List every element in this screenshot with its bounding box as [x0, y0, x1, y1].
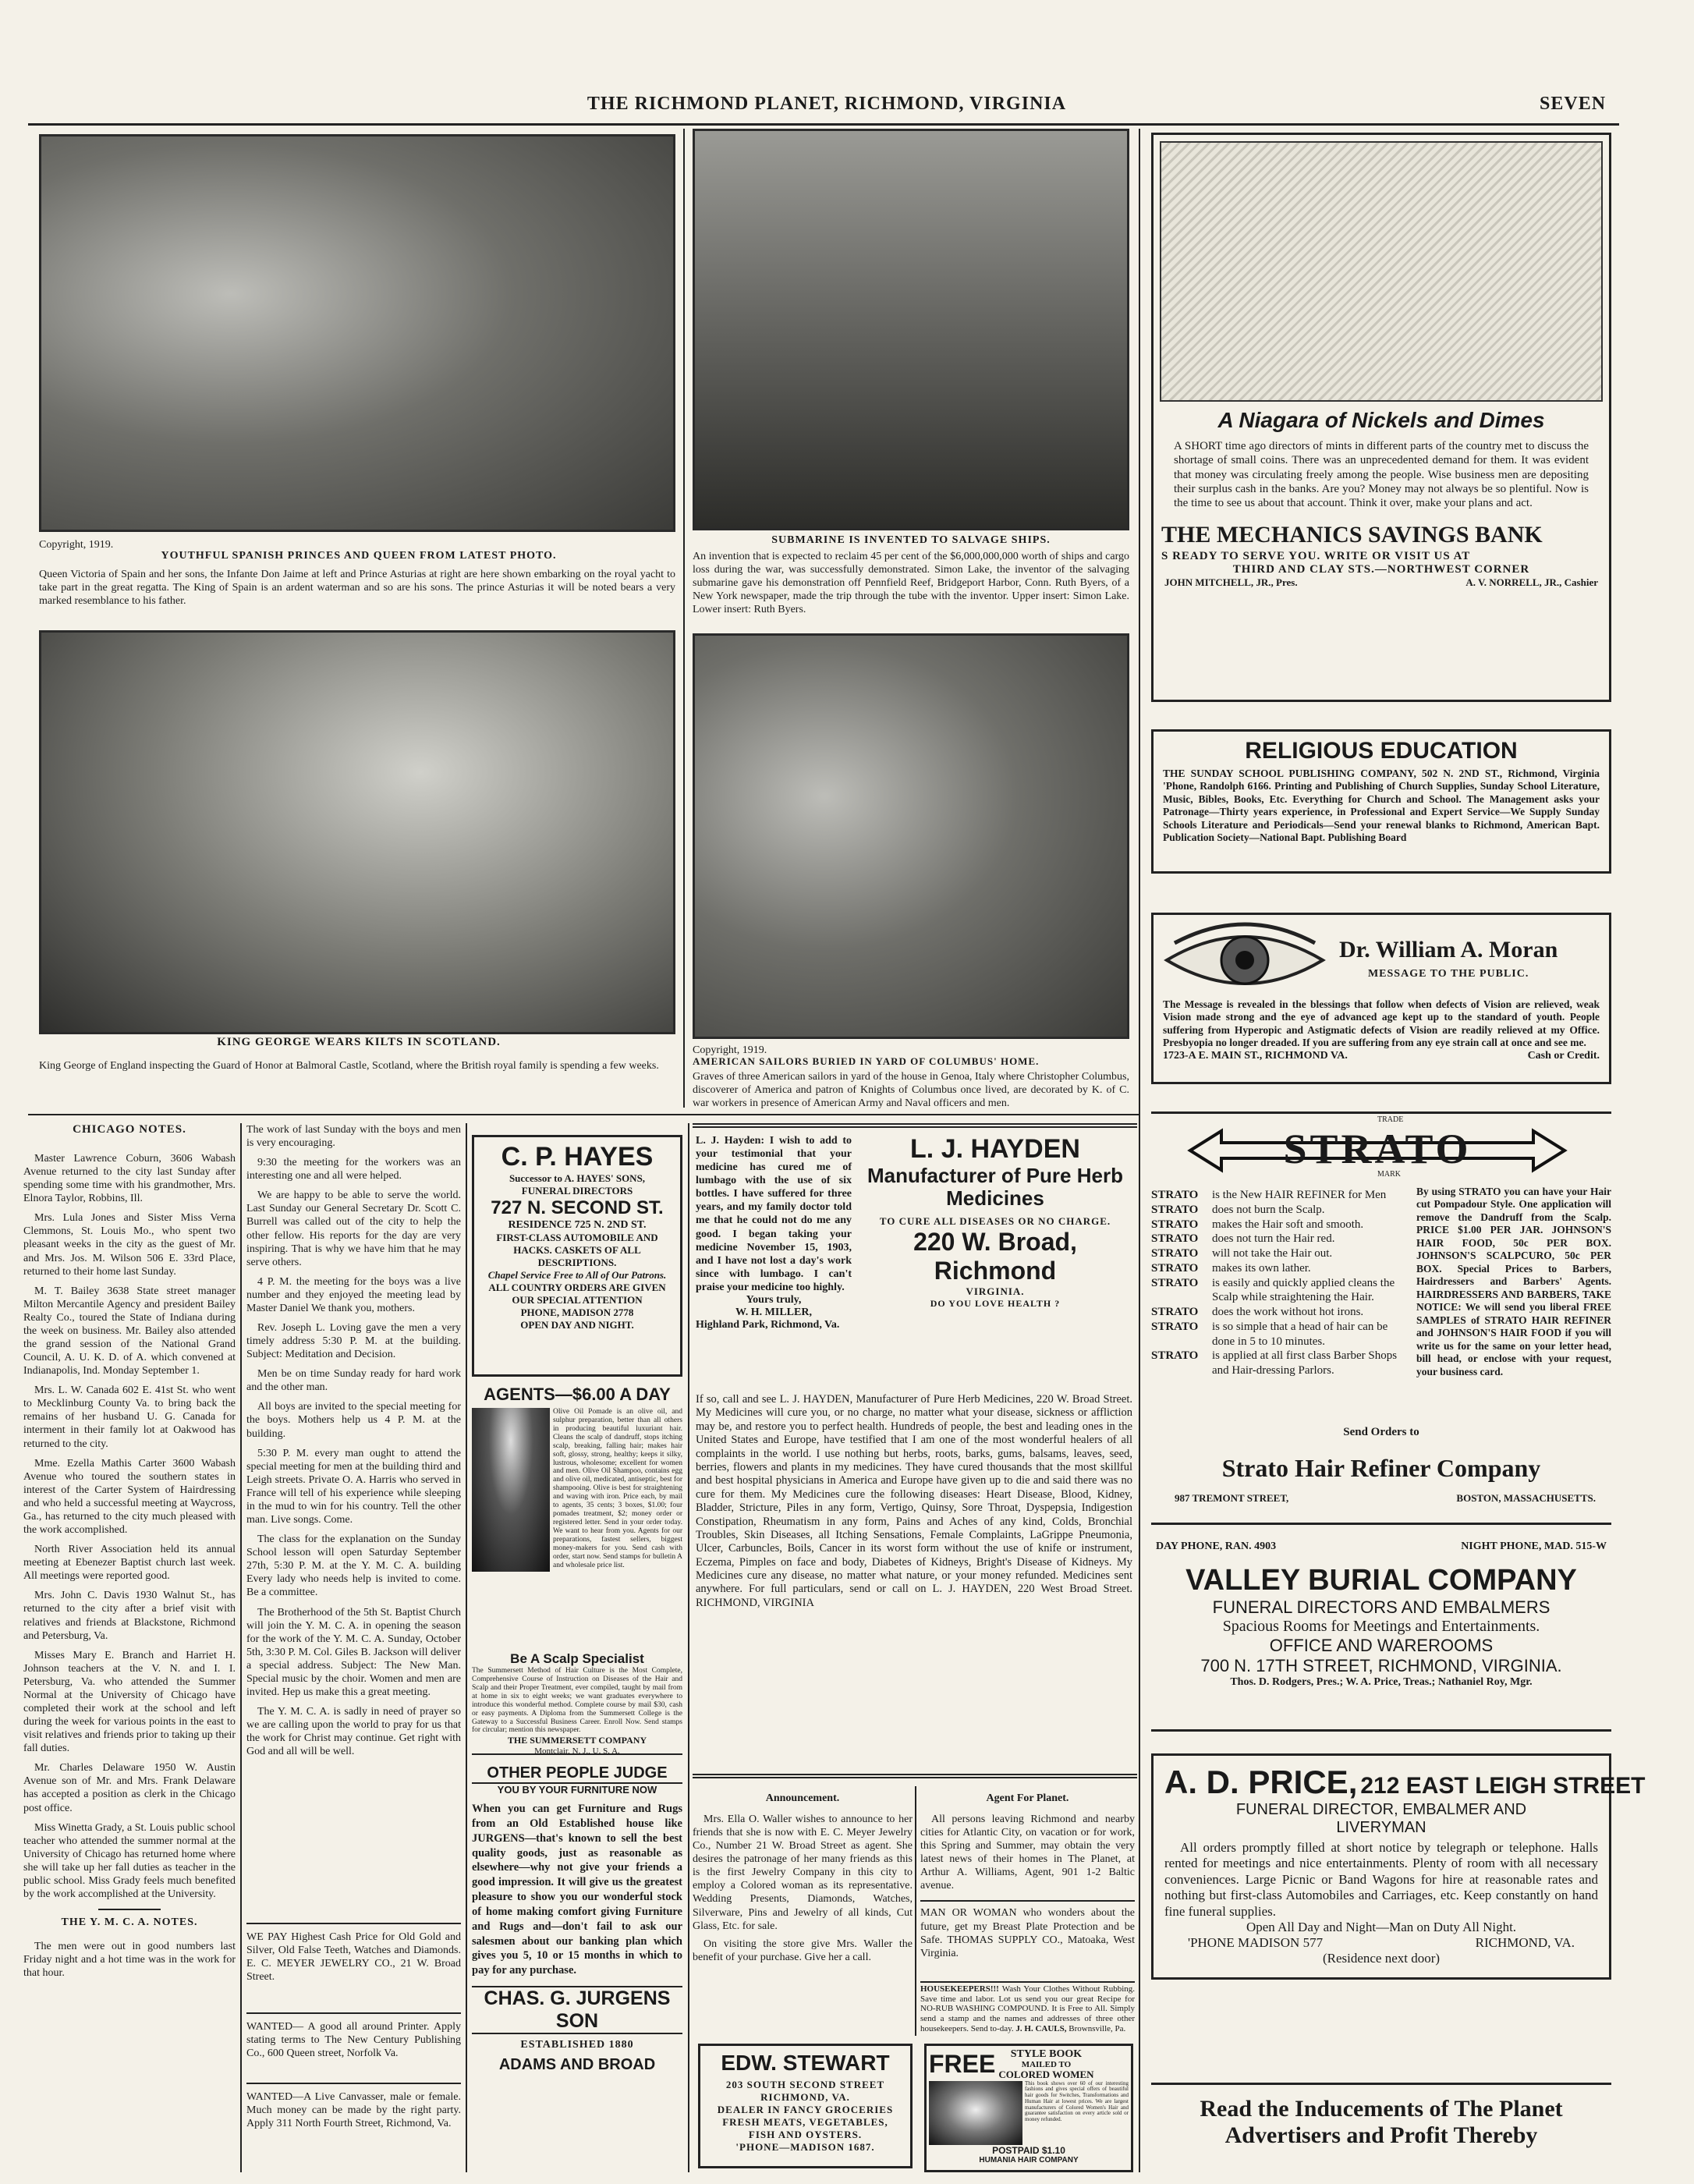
stewart-phone: 'PHONE—MADISON 1687.	[735, 2141, 875, 2153]
jurgens-est: ESTABLISHED 1880	[520, 2039, 634, 2051]
footer-line: Advertisers and Profit Thereby	[1224, 2122, 1538, 2148]
moran-sub: MESSAGE TO THE PUBLIC.	[1367, 967, 1529, 980]
news-item: All boys are invited to the special meeting for the boys. Mothers help us 4 P. M. at the building.	[246, 1401, 461, 1440]
valley-night-phone: NIGHT PHONE, MAD. 515-W	[1461, 1540, 1607, 1552]
waller-announcement	[693, 1786, 913, 2036]
photo-headline: YOUTHFUL SPANISH PRINCES AND QUEEN FROM LATEST PHOTO.	[161, 550, 557, 562]
stylebook-side: This book shows over 60 of our interesting fashions and gives special offers of beautiful hair goods for Switches, Transformations and Human Hair at lowest prices. We are largest manufacturers of Colored Women's Hair and guarantee satisfaction on every article sold or money refunded.	[1025, 2079, 1129, 2122]
strato-word: STRATO	[1151, 1203, 1199, 1216]
hayes-line: FUNERAL DIRECTORS	[521, 1185, 633, 1197]
column-rule	[915, 1786, 916, 2036]
valley-sub: FUNERAL DIRECTORS AND EMBALMERS	[1212, 1597, 1550, 1617]
footer-slogan	[1151, 2083, 1611, 2168]
masthead-title: THE RICHMOND PLANET, RICHMOND, VIRGINIA	[587, 94, 1067, 114]
stewart-line: DEALER IN FANCY GROCERIES	[717, 2104, 894, 2115]
strato-feature: is applied at all first class Barber Shops and Hair-dressing Parlors.	[1212, 1349, 1398, 1377]
hairstyle-portrait	[929, 2081, 1022, 2145]
jurgens-head2: YOU BY YOUR FURNITURE NOW	[497, 1784, 657, 1796]
news-item: North River Association held its annual meeting at Ebenezer Baptist church last week. All meetings were reported good.	[23, 1544, 236, 1583]
waller-body: Mrs. Ella O. Waller wishes to announce to her friends that she is now with E. C. Meyer Jewelry Co., Number 21 W. Broad Street as agent. She desires the patronage of her many friends as this is the first Jewelry Company in this city to employ a Colored woman as its representative. Wedding Presents, Diamonds, Watches, Silverware, Pins and Jewelry of all kinds, Cut Glass, Etc. for sale.	[693, 1814, 913, 1932]
strato-feature: does not burn the Scalp.	[1212, 1203, 1325, 1216]
valley-office: OFFICE AND WAREROOMS	[1269, 1636, 1494, 1655]
bank-cashier: A. V. NORRELL, JR., Cashier	[1465, 576, 1598, 588]
news-item: 5:30 P. M. every man ought to attend the special meeting for men at the building third and Leigh streets. Private O. A. Harris who served in France will tell of his experience while sleeping in the mud to win for his country. Tell the other man. Live songs. Come.	[246, 1447, 461, 1526]
agents-head: AGENTS—$6.00 A DAY	[484, 1384, 671, 1404]
scalp-body: The Summersett Method of Hair Culture is the Most Complete, Comprehensive Course of Instruction on Diseases of the Hair and Scalp and their Proper Treatment, ever compiled, taught by mail from at home in six to eight weeks; we want graduates everywhere to introduce this wonderful method. Complete course by mail $30, cash or easy payments. A Diploma from the Summersett College is the Gateway to a Successful Business Career. Enroll Now. Send stamps for circular; mention this newspaper.	[472, 1667, 682, 1735]
photo-caption: An invention that is expected to reclaim 45 per cent of the $6,000,000,000 worth of ships and cargo loss during the war, was successfully demonstrated. Simon Lake, the inventor of the salvaging submarine gave his demonstration off Pennfield Reef, Bridgeport Harbor, Conn. Ruth Byers, of a New York newspaper, made the trip through the tube with the inventor. Upper insert: Simon Lake. Lower insert: Ruth Byers.	[693, 551, 1129, 616]
bank-address: THIRD AND CLAY STS.—NORTHWEST CORNER	[1232, 562, 1530, 576]
strato-company: Strato Hair Refiner Company	[1221, 1454, 1541, 1482]
news-item: Men be on time Sunday ready for hard work and the other man.	[246, 1368, 461, 1394]
spanish-royals-photo	[39, 134, 675, 532]
news-item: Rev. Joseph L. Loving gave the men a very timely address 5:30 P. M. at the building. Subject: Meditation and Decision.	[246, 1322, 461, 1361]
strato-word: STRATO	[1151, 1218, 1199, 1231]
news-item: M. T. Bailey 3638 State street manager Milton Mercantile Agency and president Bailey Realty Co., toured the State of Indiana during the week on business. Mr. Bailey also attended the grand session of the National Grand Council, A. U. K. D. of A. which convened at Indianapolis, Ind. Monday September 1.	[23, 1285, 236, 1377]
printer-wanted-ad: WANTED— A good all around Printer. Apply stating terms to The New Century Publishing Co., 600 Queen street, Norfolk Va.	[246, 2012, 461, 2075]
price-funeral-ad	[1151, 1753, 1646, 1980]
hayes-line: ALL COUNTRY ORDERS ARE GIVEN OUR SPECIAL ATTENTION	[488, 1282, 666, 1306]
moran-name: Dr. William A. Moran	[1339, 936, 1558, 963]
hayden-question: DO YOU LOVE HEALTH ?	[930, 1298, 1061, 1310]
hayden-place: Highland Park, Richmond, Va.	[696, 1318, 840, 1331]
page-number: SEVEN	[1540, 94, 1607, 114]
stewart-grocery-ad	[698, 2044, 913, 2168]
gold-ad: WE PAY Highest Cash Price for Old Gold and Silver, Old False Teeth, Watches and Diamonds. E. C. MEYER JEWELRY CO., 21 W. Broad Street.	[246, 1923, 461, 2001]
strato-mark: MARK	[1377, 1170, 1402, 1179]
hayden-name: L. J. HAYDEN	[910, 1134, 1080, 1164]
hayes-line: RESIDENCE 725 N. 2ND ST.	[508, 1219, 647, 1231]
stewart-line: FRESH MEATS, VEGETABLES,	[722, 2116, 888, 2128]
section-heading: THE Y. M. C. A. NOTES.	[61, 1916, 198, 1929]
strato-ad	[1151, 1112, 1611, 1525]
strato-word: STRATO	[1151, 1320, 1199, 1333]
stewart-line: FISH AND OYSTERS.	[748, 2129, 863, 2140]
hayden-state: VIRGINIA.	[966, 1285, 1025, 1298]
price-address: 212 EAST LEIGH STREET	[1360, 1773, 1646, 1799]
hayes-line: FIRST-CLASS AUTOMOBILE AND HACKS. CASKETS OF ALL DESCRIPTIONS.	[496, 1232, 658, 1268]
strato-word: STRATO	[1151, 1261, 1199, 1275]
hayden-yours: Yours truly,	[746, 1293, 802, 1306]
hayden-ad	[693, 1123, 1137, 1778]
photo-caption: King George of England inspecting the Guard of Honor at Balmoral Castle, Scotland, where the British royal family is spending a few weeks.	[39, 1060, 659, 1072]
strato-send: Send Orders to	[1343, 1426, 1419, 1438]
canvasser-wanted-ad: WANTED—A Live Canvasser, male or female. Much money can be made by the right party. Apply 311 North Fourth Street, Richmond, Va.	[246, 2083, 461, 2168]
price-phone: 'PHONE MADISON 577	[1188, 1934, 1324, 1950]
hayes-line: OPEN DAY AND NIGHT.	[520, 1319, 634, 1331]
chicago-notes	[23, 1123, 236, 2168]
strato-word: STRATO	[1151, 1306, 1199, 1318]
religious-education-ad	[1151, 729, 1611, 874]
news-item: The Brotherhood of the 5th St. Baptist Church will join the Y. M. C. A. in opening the season for the work of the Y. M. C. A. Sunday, October 5th, 3:30 P. M. Col. Giles B. Jackson will deliver a special address. Subject: The New Man. Special music by the choir. Women and men are invited. Hep us make this a great meeting.	[246, 1606, 461, 1698]
news-item: Misses Mary E. Branch and Harriet H. Johnson teachers at the V. N. and I. I. Petersburg, Va. who attended the Summer Normal at the University of Chicago have completed their work at the school and left during the week for various points in the east to visit relatives and friends prior to taking up their fall duties.	[23, 1649, 236, 1755]
stylebook-colored: COLORED WOMEN	[998, 2069, 1094, 2081]
column-rule	[1139, 129, 1140, 2172]
hayden-testimonial: L. J. Hayden: I wish to add to your testimonial that your medicine has cured me of lumbago with the use of six bottles. I have suffered for three years, and my family doctor told me that he could not do me any good. I began taking your medicine November 15, 1903, and I have not lost a day's work since with lumbago. I can't praise your medicine too highly.	[696, 1135, 852, 1293]
news-item: The class for the explanation on the Sunday School lesson will open Saturday September 27th, 5:30 P. M. at the Y. M. C. A. building Every lady who needs help is invited to come. Be a committee.	[246, 1533, 461, 1599]
bank-name: THE MECHANICS SAVINGS BANK	[1161, 521, 1543, 548]
stewart-line: 203 SOUTH SECOND STREET	[725, 2079, 885, 2090]
strato-word: STRATO	[1151, 1349, 1199, 1363]
jurgens-ad	[472, 1764, 682, 2170]
news-item: Mr. Charles Delaware 1950 W. Austin Avenue son of Mr. and Mrs. Frank Delaware has accepted a position as clerk in the Chicago post office.	[23, 1762, 236, 1814]
column-rule	[466, 1123, 467, 2172]
column-rule	[683, 129, 685, 1108]
news-item: Mrs. John C. Davis 1930 Walnut St., has returned to the city after a brief visit with relatives and friends at Blackstone, Richmond and Petersburg, Va.	[23, 1590, 236, 1642]
photo-headline: AMERICAN SAILORS BURIED IN YARD OF COLUMBUS' HOME.	[693, 1055, 1040, 1067]
hayden-address: 220 W. Broad, Richmond	[913, 1228, 1077, 1285]
coins-illustration	[1160, 141, 1603, 402]
strato-feature: makes its own lather.	[1212, 1261, 1311, 1275]
sailors-graves-photo	[693, 633, 1129, 1039]
news-item: Mme. Ezella Mathis Carter 3600 Wabash Avenue who toured the southern states in interest of the Carter System of Hairdressing and who held a successful meeting at Waycross, Ga., has returned to the city much pleased with the work accomplished.	[23, 1457, 236, 1537]
waller-head: Announcement.	[765, 1792, 840, 1804]
agent-body: All persons leaving Richmond and nearby cities for Atlantic City, on vacation or for work, this Spring and Summer, may obtain the very latest news of their homes in The Planet, at Arthur A. Williams, Agent, 901 1-2 Baltic avenue.	[920, 1814, 1135, 1892]
hayes-line: Successor to A. HAYES' SONS,	[509, 1172, 646, 1184]
valley-officers: Thos. D. Rodgers, Pres.; W. A. Price, Treas.; Nathaniel Roy, Mgr.	[1230, 1676, 1533, 1688]
valley-day-phone: DAY PHONE, RAN. 4903	[1156, 1540, 1277, 1552]
news-item: 9:30 the meeting for the workers was an interesting one and all were helped.	[246, 1157, 461, 1182]
strato-address: 987 TREMONT STREET,	[1175, 1492, 1289, 1504]
scalp-head: Be A Scalp Specialist	[510, 1651, 644, 1666]
religious-body: THE SUNDAY SCHOOL PUBLISHING COMPANY, 502 N. 2ND ST., Richmond, Virginia 'Phone, Randolph 6166. Printing and Publishing of Church Supplies, Sunday School Literature, Music, Bibles, Books, Etc. Everything for Church and School. The Management asks your Patronage—Thirty years experience, in Professional and Expert Service—We Supply Sunday Schools Literature and Periodicals—Send your renewal blanks to Richmond, American Bapt. Publication Society—National Bapt. Publishing Board	[1163, 768, 1600, 844]
waller-body: On visiting the store give Mrs. Waller the benefit of your purchase. Give her a call.	[693, 1938, 913, 1963]
bank-president: JOHN MITCHELL, JR., Pres.	[1164, 576, 1298, 588]
strato-feature: is so simple that a head of hair can be done in 5 to 10 minutes.	[1212, 1320, 1388, 1348]
stewart-name: EDW. STEWART	[721, 2051, 890, 2075]
news-item: Miss Winetta Grady, a St. Louis public school teacher who attended the summer normal at the University of Chicago has returned home where she will take up her fall duties as teacher in the public school. Miss Grady feels much benefited by the work accomplished at the University.	[23, 1821, 236, 1900]
valley-name: VALLEY BURIAL COMPANY	[1185, 1564, 1577, 1597]
hayden-cure: TO CURE ALL DISEASES OR NO CHARGE.	[879, 1215, 1111, 1228]
jurgens-name: CHAS. G. JURGENS SON	[472, 1986, 682, 2034]
jurgens-head1: OTHER PEOPLE JUDGE	[472, 1764, 682, 1784]
housekeepers-body: Wash Your Clothes Without Rubbing. Save time and labor. Lot us send you our great Recipe for NO-RUB WASHING COMPOUND. It is Free to All. Simply send a stamp and the names and addresses of three other housekeepers. Send to-day.	[920, 1984, 1135, 2033]
stylebook-postpaid: POSTPAID $1.10	[992, 2144, 1065, 2156]
strato-feature: does not turn the Hair red.	[1212, 1232, 1335, 1246]
hayes-funeral-ad	[472, 1135, 682, 1377]
photo-headline: KING GEORGE WEARS KILTS IN SCOTLAND.	[217, 1036, 501, 1048]
agents-body: Olive Oil Pomade is an olive oil, and sulphur preparation, better than all others in producing beautiful luxuriant hair. Cleans the scalp of dandruff, stops itching scalp, breaking, falling hair; makes hair soft, glossy, strong, healthy; keeps it silky, lustrous, wholesome; excellent for women and men. Olive Oil Shampoo, contains egg and olive oil, medicated, antiseptic, best for shampooing. Olive is best for straightening and waving with iron. Price each, by mail to agents, 35 cents; 3 boxes, $1.00; four pomades treatment, $2; money order or registered letter. Send in your order today. We want to hear from you. Agents for our preparations, fastest sellers, biggest money-makers for you. Send cash with order, start now. Send stamps for bulletin A and wholesale price list.	[553, 1408, 682, 1569]
hayes-address: 727 N. SECOND ST.	[491, 1197, 664, 1218]
strato-word: STRATO	[1151, 1276, 1199, 1289]
strato-right: By using STRATO you can have your Hair cut Pompadour Style. One application will remove the Dandruff from the Scalp. PRICE $1.00 PER JAR. JOHNSON'S HAIR FOOD, 50c PER BOX. JOHNSON'S SCALPCURO, 50c PER BOX. Special Prices to Barbers, Hairdressers and Barbers' Agents. HAIRDRESSERS AND BARBERS, TAKE NOTICE: We will send you liberal FREE SAMPLES of STRATO HAIR REFINER and JOHNSON'S HAIR FOOD if you will write us for the same on your letter head, bill head, or enclose with your request, your business card.	[1416, 1186, 1611, 1377]
niagara-body: A SHORT time ago directors of mints in different parts of the country met to discuss the shortage of small coins. There was an unprecedented demand for them. It was evident that money was circulating freely among the people. Wise business men are depositing their surplus cash in the banks. Are you? Money may not always be so plentiful. Now is the time to see us about that account. Think it over, make your plans and act.	[1174, 440, 1589, 510]
hayes-line: PHONE, MADISON 2778	[520, 1306, 634, 1318]
stylebook-mailed: MAILED TO	[1021, 2060, 1072, 2070]
strato-logo	[1151, 1114, 1611, 1184]
photo-copyright: Copyright, 1919.	[693, 1044, 767, 1056]
free-label: FREE	[929, 2050, 996, 2079]
niagara-ad	[1151, 133, 1611, 702]
hayes-name: C. P. HAYES	[501, 1142, 654, 1172]
news-item: The work of last Sunday with the boys and men is very encouraging.	[246, 1124, 461, 1150]
news-item: Master Lawrence Coburn, 3606 Wabash Avenue returned to the city last Sunday after spending some time with his grandmother, Mrs. Elnora Taylor, Robbins, Ill.	[23, 1153, 236, 1205]
price-sub: LIVERYMAN	[1336, 1819, 1426, 1836]
stewart-line: RICHMOND, VA.	[760, 2091, 850, 2103]
housekeepers-place: Brownsville, Pa.	[1068, 2023, 1126, 2033]
valley-address: 700 N. 17TH STREET, RICHMOND, VIRGINIA.	[1200, 1656, 1562, 1675]
valley-rooms: Spacious Rooms for Meetings and Entertainments.	[1222, 1618, 1540, 1635]
strato-feature: does the work without hot irons.	[1212, 1306, 1364, 1318]
news-item: The Y. M. C. A. is sadly in need of prayer so we are calling upon the world to pray for us that the work for Christ may continue. Get right with God and all will be well.	[246, 1706, 461, 1758]
column-rule	[240, 1123, 242, 2172]
photo-caption: Queen Victoria of Spain and her sons, the Infante Don Jaime at left and Prince Asturias at right are here shown embarking on the royal yacht to take part in the great regatta. The King of Spain is an ardent waterman and so are his sons. The prince Asturias it will be noted bears a very marked resemblance to his father.	[39, 569, 675, 608]
moran-eye-ad	[1151, 913, 1611, 1084]
column-rule	[688, 1123, 689, 2172]
housekeepers-head: HOUSEKEEPERS!!!	[920, 1984, 1002, 1994]
breastplate-ad: MAN OR WOMAN who wonders about the future, get my Breast Plate Protection and be Safe. THOMAS SUPPLY CO., Matoaka, West Virginia.	[920, 1907, 1135, 1959]
jurgens-address: ADAMS AND BROAD	[498, 2056, 656, 2074]
hayes-line: Chapel Service Free to All of Our Patrons.	[487, 1269, 667, 1281]
strato-word: STRATO	[1151, 1247, 1199, 1260]
woman-portrait	[472, 1408, 550, 1572]
masthead-rule	[28, 123, 1619, 126]
housekeepers-ad	[698, 2168, 916, 2184]
photo-copyright: Copyright, 1919.	[39, 539, 114, 551]
hayden-signed: W. H. MILLER,	[735, 1306, 812, 1318]
scalp-company: THE SUMMERSETT COMPANY	[507, 1735, 647, 1746]
price-residence: (Residence next door)	[1322, 1950, 1441, 1966]
scalp-city: Montclair, N. J., U. S. A.	[534, 1746, 620, 1757]
news-item: The men were out in good numbers last Friday night and a hot time was in the work for that hour.	[23, 1941, 236, 1980]
moran-body: The Message is revealed in the blessings that follow when defects of Vision are relieved, weak Vision made strong and the eye of advanced age kept up to the standard of youth. People suffering from Hyperopic and Astigmatic defects of Vision are readily relieved at my Office. Presbyopia no longer dreaded. If you are suffering from any eye strain call at once and see me.	[1163, 998, 1600, 1049]
valley-burial-ad	[1151, 1540, 1611, 1732]
news-item: Mrs. L. W. Canada 602 E. 41st St. who went to Mecklinburg County Va. to bring back the remains of her husband U. G. Canada for interment in their family lot at Oakwood has returned to the city.	[23, 1384, 236, 1450]
strato-wordmark: STRATO	[1283, 1126, 1472, 1172]
submarine-photo	[693, 129, 1129, 530]
news-item: Mrs. Lula Jones and Sister Miss Verna Clemmons, St. Louis Mo., who spent two pleasant weeks in the city as the guest of Mr. and Mrs. Jos. M. Wilson 506 E. 33rd Place, returned to their home last Sunday.	[23, 1212, 236, 1278]
section-rule	[28, 1114, 1139, 1115]
housekeepers-from: J. H. CAULS,	[1015, 2023, 1069, 2033]
moran-cash: Cash or Credit.	[1527, 1049, 1600, 1062]
king-george-photo	[39, 630, 675, 1034]
news-item: 4 P. M. the meeting for the boys was a live number and they enjoyed the meeting lead by Master Daniel We thank you, mothers.	[246, 1275, 461, 1314]
strato-feature: is the New HAIR REFINER for Men	[1212, 1189, 1387, 1201]
strato-feature: will not take the Hair out.	[1212, 1247, 1333, 1260]
niagara-title: A Niagara of Nickels and Dimes	[1217, 408, 1545, 432]
price-sub: FUNERAL DIRECTOR, EMBALMER AND	[1235, 1801, 1527, 1818]
price-city: RICHMOND, VA.	[1475, 1934, 1575, 1950]
stylebook-head: STYLE BOOK	[1010, 2048, 1083, 2060]
strato-feature: is easily and quickly applied cleans the Scalp while straightening the Hair.	[1212, 1276, 1395, 1304]
strato-word: STRATO	[1151, 1232, 1199, 1246]
news-item: We are happy to be able to serve the world. Last Sunday our General Secretary Dr. Scott C. Burrell was called out of the city to help the other fellow. His reports for the day are very inspiring. That is why we have him that he may serve others.	[246, 1190, 461, 1268]
eye-icon	[1163, 921, 1327, 995]
hayden-sub: Manufacturer of Pure Herb Medicines	[867, 1164, 1123, 1210]
hayden-body: If so, call and see L. J. HAYDEN, Manufacturer of Pure Herb Medicines, 220 W. Broad Street. My Medicines will cure you, or no charge, no matter what your disease, sickness or affliction may be, and restore you to perfect health. Hundreds of people, the best and leading ones in the United States and Europe, have testified that I am one of the most wonderful healers of all complaints in the world. I use nothing but herbs, roots, barks, gums, balsams, leaves, seed, berries, flowers and plants in my medicines. They have cured thousands that the most skillful and best hospital physicians in America and Europe have given up to die and said there was no cure for them. My Medicines cure the following diseases: Heart Disease, Blood, Kidney, Bladder, Stricture, Piles in any form, Vertigo, Quinsy, Sore Throat, Dyspepsia, Indigestion Constipation, Rheumatism in any form, Pains and Aches of any kind, Colds, Bronchial Troubles, Skin Diseases, all Itching Sensations, Female Complaints, LaGrippe Pneumonia, Ulcer, Carbuncles, Boils, Cancer in its worst form without the use of knife or instrument, Eczema, Pimples on face and body, Diabetes of Kidneys, Bright's Disease of Kidneys. My Medicines cure any disease, no matter what nature, or your money refunded. Medicines sent anywhere. For full particulars, send or call on L. J. HAYDEN, 220 West Broad Street. RICHMOND, VIRGINIA	[696, 1393, 1132, 1609]
stylebook-ad	[924, 2044, 1133, 2172]
price-body: All orders promptly filled at short notice by telegraph or telephone. Halls rented for meetings and nice entertainments. Plenty of room with all necessary conveniences. Large Picnic or Band Wagons for hire at reasonable rates and nothing but first-class Automobiles and Carriages, etc. Keep constantly on hand fine funeral supplies.	[1164, 1840, 1598, 1919]
ymca-notes	[246, 1123, 461, 1903]
agents-ad	[472, 1384, 682, 1755]
stylebook-company: HUMANIA HAIR COMPANY	[979, 2155, 1079, 2164]
section-heading: CHICAGO NOTES.	[73, 1123, 186, 1136]
strato-word: STRATO	[1151, 1189, 1199, 1201]
strato-feature: makes the Hair soft and smooth.	[1212, 1218, 1364, 1231]
photo-headline: SUBMARINE IS INVENTED TO SALVAGE SHIPS.	[771, 534, 1051, 546]
bank-ready: S READY TO SERVE YOU. WRITE OR VISIT US AT	[1161, 549, 1471, 562]
moran-address: 1723-A E. MAIN ST., RICHMOND VA.	[1163, 1049, 1348, 1062]
footer-line: Read the Inducements of The Planet	[1200, 2096, 1563, 2122]
photo-caption: Graves of three American sailors in yard of the house in Genoa, Italy where Christopher Columbus, discoverer of America and patron of Knights of Columbus once lived, are decorated by K. of C. war workers in presence of American Army and Naval officers and men.	[693, 1071, 1129, 1110]
strato-trade: TRADE	[1377, 1115, 1404, 1124]
jurgens-body: When you can get Furniture and Rugs from an Old Established house like JURGENS—that's known to sell the best quality goods, just as reasonable as elsewhere—why not give your friends a good impression. It will give us the greatest pleasure to show you our wonderful stock of home making comfort giving Furniture and Rugs and—don't fail to ask our salesmen about our banking plan which gives you 5, 10 or 15 months in which to pay for any purchase.	[472, 1803, 682, 1977]
price-name: A. D. PRICE,	[1164, 1764, 1358, 1800]
housekeepers-copy	[920, 1981, 1135, 2040]
price-open: Open All Day and Night—Man on Duty All Night.	[1246, 1919, 1517, 1934]
strato-city: BOSTON, MASSACHUSETTS.	[1456, 1492, 1596, 1504]
agent-head: Agent For Planet.	[986, 1792, 1069, 1804]
religious-head: RELIGIOUS EDUCATION	[1245, 738, 1518, 764]
